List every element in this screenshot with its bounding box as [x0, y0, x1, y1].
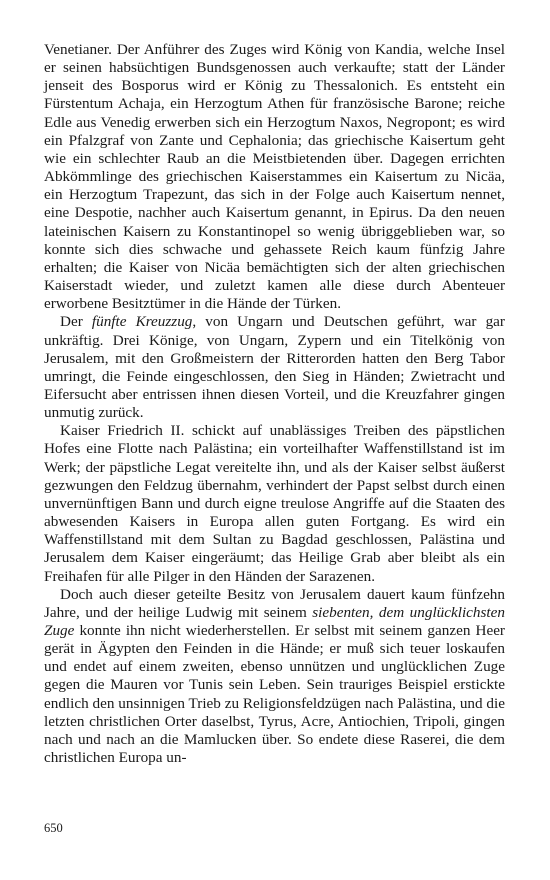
page-number: 650	[44, 821, 63, 835]
paragraph-4	[44, 586, 505, 768]
paragraph-4-text-b: konnte ihn nicht wiederherstellen. Er selbst mit seinem ganzen Heer gerät in Ägypten den Feinden in die Hände; er muß sich teuer loskaufen und endet auf einem zweiten, ebenso unnützen und unglücklichen Zuge gegen die Mauren vor Tunis sein Leben. Sein trauriges Beispiel erstickte endlich den unsinnigen Trieb zu Religionsfeldzügen nach Palästina, und die letzten christlichen Orter daselbst, Tyrus, Acre, Antiochien, Tripoli, gingen nach und nach an die Mamlucken über. So endete diese Raserei, die dem christlichen Europa un-	[44, 622, 505, 767]
paragraph-2-text-a: Der	[60, 313, 92, 331]
paragraph-2	[44, 313, 505, 422]
paragraph-3	[44, 422, 505, 585]
body-text	[44, 41, 505, 767]
paragraph-2-text-b: , von Ungarn und Deutschen geführt, war gar unkräftig. Drei Könige, von Ungarn, Zypern und ein Titelkönig von Jerusalem, mit den Großmeistern der Ritterorden hatten den Berg Tabor umringt, die Feinde eingeschlossen, den Sieg in Händen; Zwietracht und Eifersucht aber entrissen ihnen diesen Vorteil, und die Kreuzfahrer gingen unmutig zurück.	[44, 313, 505, 422]
paragraph-4-italic-term: siebenten, dem unglücklichsten Zuge	[44, 603, 505, 639]
paragraph-1	[44, 41, 505, 313]
paragraph-1-text: Venetianer. Der Anführer des Zuges wird König von Kandia, welche Insel er seinen habsüchtigen Bundsgenossen auch verkaufte; statt der Länder jenseit des Bosporus wird er König zu Thessalonich. Es entsteht ein Fürstentum Achaja, ein Herzogtum Athen für französische Barone; reiche Edle aus Venedig erwerben sich ein Herzogtum Naxos, Negropont; es wird ein Pfalzgraf von Zante und Cephalonia; das griechische Kaisertum geht wie ein schlechter Raub an die Meistbietenden über. Dagegen errichten Abkömmlinge des griechischen Kaiserstammes ein Kaisertum zu Nicäa, ein Herzogtum Trapezunt, das sich in der Folge auch Kaisertum nennet, eine Despotie, nachher auch Kaisertum genannt, in Epirus. Da den neuen lateinischen Kaisern zu Konstantinopel so wenig übriggeblieben war, so konnte sich dies schwache und gehassete Reich kaum fünfzig Jahre erhalten; die Kaiser von Nicäa bemächtigten sich der alten griechischen Kaiserstadt wieder, und zuletzt kamen alle diese durch Abenteuer erworbene Besitztümer in die Hände der Türken.	[44, 41, 505, 313]
paragraph-2-italic-term: fünfte Kreuzzug	[91, 313, 193, 331]
paragraph-3-text: Kaiser Friedrich II. schickt auf unablässiges Treiben des päpstlichen Hofes eine Flotte nach Palästina; ein vorteilhafter Waffenstillstand ist im Werk; der päpstliche Legat vereitelte ihn, und als der Kaiser selbst äußerst gezwungen den Feldzug übernahm, verhindert der Papst selbst durch einen unvernünftigen Bann und durch eigne treulose Angriffe auf die Staaten des abwesenden Kaisers in Europa allen guten Fortgang. Es wird ein Waffenstillstand mit dem Sultan zu Bagdad geschlossen, Palästina und Jerusalem dem Kaiser eingeräumt; das Heilige Grab aber bleibt als ein Freihafen für alle Pilger in den Händen der Sarazenen.	[44, 422, 505, 585]
paragraph-4-text-a: Doch auch dieser geteilte Besitz von Jerusalem dauert kaum fünfzehn Jahre, und der heilige Ludwig mit seinem	[44, 585, 505, 621]
